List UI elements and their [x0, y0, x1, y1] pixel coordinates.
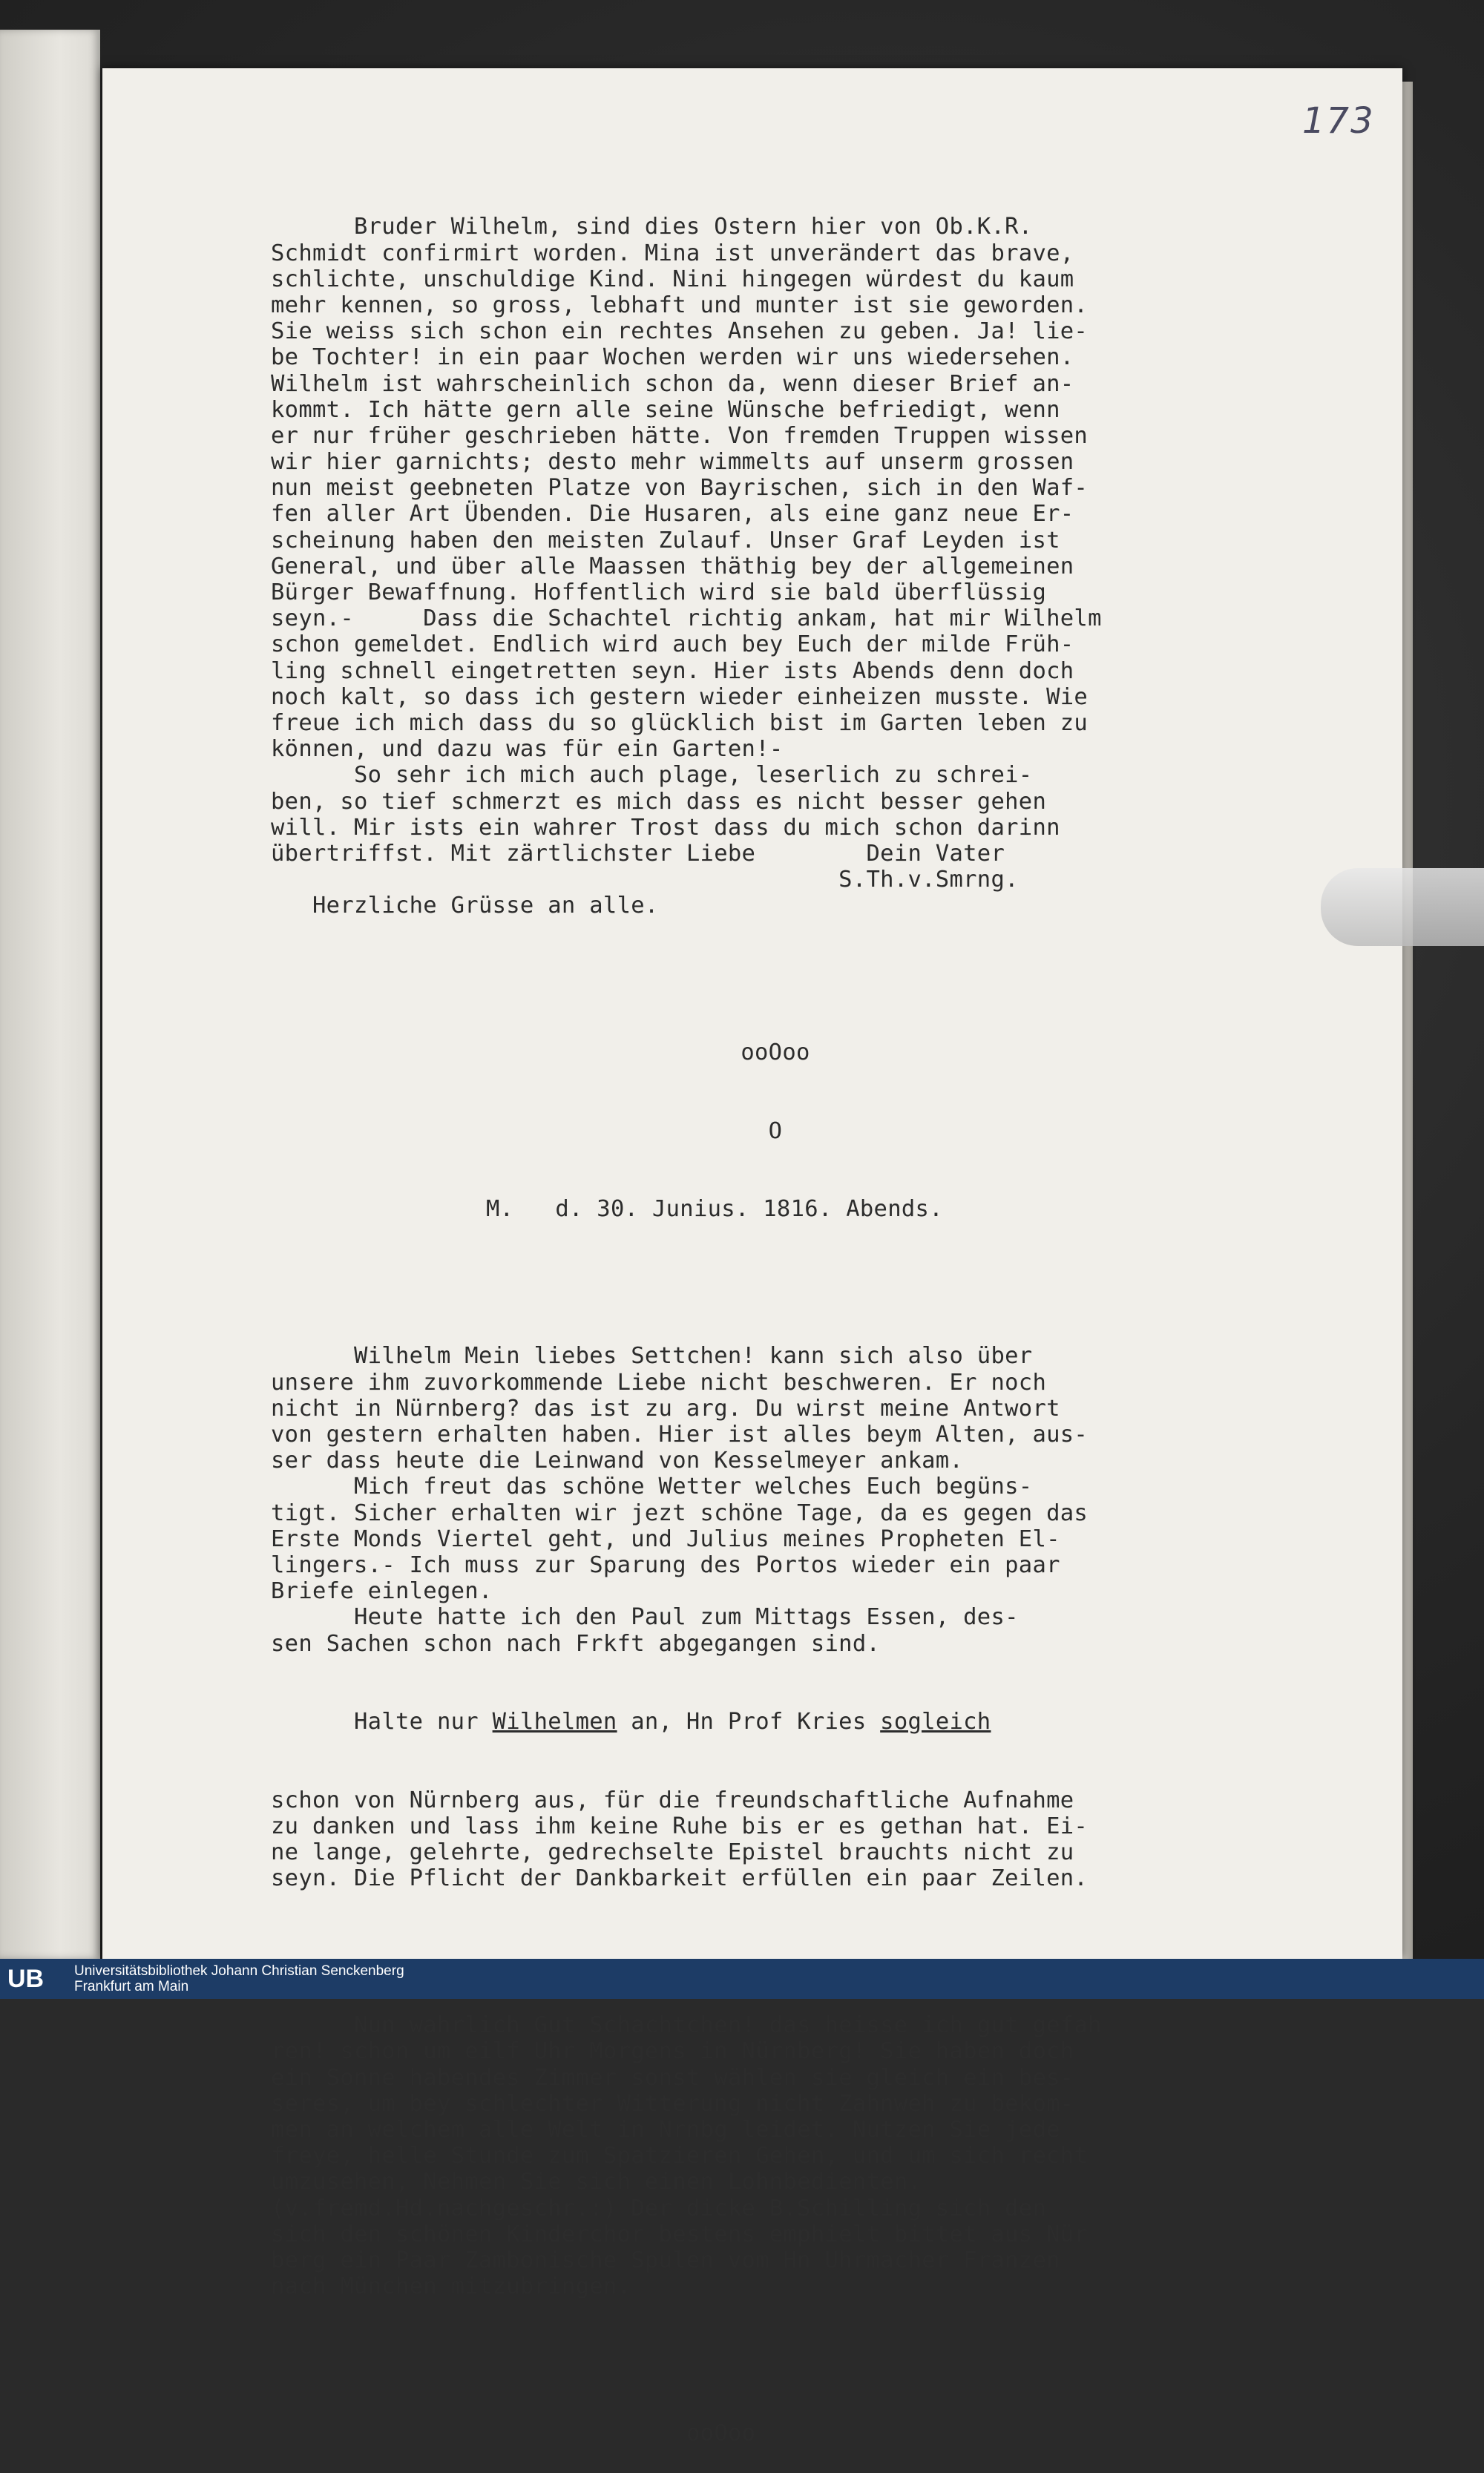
text-line: können, und dazu was für ein Garten!-: [271, 736, 784, 763]
text-line: kommt. Ich hätte gern alle seine Wünsche befriedigt, wenn: [271, 396, 1060, 423]
text-line: er nur früher geschrieben hätte. Von fremden Truppen wissen: [271, 422, 1089, 449]
text-line: freye, helle Stunde zum Spatzieren Gehen, und um sich recht: [271, 2143, 1089, 2170]
previous-page-edge: [0, 30, 100, 1959]
text-line: ben, so tief schmerzt es mich dass es nicht besser gehen: [271, 788, 1047, 815]
text-line: wir hier garnichts; desto mehr wimmelts auf unserm grossen: [271, 449, 1074, 476]
text-line: schon von Nürnberg aus, für die freundschaftliche Aufnahme: [271, 1787, 1074, 1813]
text-line: noch kalt, so dass ich gestern wieder einheizen musste. Wie: [271, 683, 1089, 710]
text-line: Schmidt confirmirt worden. Mina ist unverändert das brave,: [271, 240, 1074, 266]
text-line: Briefe einlegen.: [271, 1578, 493, 1605]
text-line: ling schnell eingetretten seyn. Hier ists Abends denn doch: [271, 657, 1074, 684]
text-line: fen aller Art Übenden. Die Husaren, als eine ganz neue Er-: [271, 501, 1074, 528]
text-line: seyn. Die Pflicht der Dankbarkeit erfüllen ein paar Zeilen.: [271, 1865, 1089, 1892]
text-line: will. Mir ists ein wahrer Trost dass du mich schon darinn: [271, 814, 1060, 841]
letter-block-2: [271, 1343, 1280, 1656]
divider-mid: O: [768, 1117, 783, 1144]
text-line: nach München mitzubringen.: [271, 2273, 631, 2300]
letter-block-1: [271, 214, 1280, 919]
letter-text: [271, 162, 1280, 2473]
bookmark-tab: [1321, 868, 1484, 946]
text-line: seres, um bey schlechter Witterung nicht Zahnweh zu bekom-: [271, 2090, 1074, 2117]
text-line: von gestern erhalten haben. Hier ist alles beym Alten, aus-: [271, 1422, 1089, 1448]
text-line: Wilhelm Mein liebes Settchen! kann sich also über: [271, 1343, 1033, 1370]
text-line: Nun wahrlich Gut Schachtchen! das heisse ich gut gefah: [271, 2012, 1102, 2039]
text-line: tigt. Sicher erhalten wir jezt schöne Tage, da es gegen das: [271, 1500, 1089, 1526]
text-line: Herzliche Grüsse an alle.: [271, 893, 659, 919]
page-stack-edge: [1402, 82, 1413, 1959]
letter-block-4: [271, 2012, 1280, 2299]
ub-logo: UB: [7, 1965, 45, 1993]
text-line: mehr kennen, so gross, lebhaft und munter ist sie geworden.: [271, 292, 1089, 318]
text-line: Erste Monds Viertel geht, und Julius meines Propheten El-: [271, 1525, 1060, 1552]
library-name: Universitätsbibliothek Johann Christian Senckenberg Frankfurt am Main: [74, 1963, 404, 1994]
halte-line: Halte nur Wilhelmen an, Hn Prof Kries sogleich: [271, 1709, 991, 1735]
text-line: schlichte, unschuldige Kind. Nini hingegen würdest du kaum: [271, 266, 1074, 292]
text-line: Heute hatte ich den Paul zum Mittags Essen, des-: [271, 1604, 1019, 1631]
text-line: scheinung haben den meisten Zulauf. Unser Graf Leyden ist: [271, 527, 1060, 554]
text-line: Wilhelm ist wahrscheinlich schon da, wenn dieser Brief an-: [271, 370, 1074, 397]
underlined-wilhelmen: Wilhelmen: [492, 1709, 617, 1735]
text-line: ein Sonne habendes Zimmer sonst wählen sie gleich ein bes-: [271, 2064, 1074, 2091]
divider-top: ooOoo: [741, 1040, 810, 1066]
dateline: M. d. 30. Junius. 1816. Abends.: [486, 1196, 943, 1223]
text-line: übertriffst. Mit zärtlichster Liebe Dein Vater: [271, 840, 1005, 867]
text-line: freue ich mich dass du so glücklich bist im Garten leben zu: [271, 709, 1089, 736]
text-line: nicht in Nürnberg? das ist zu arg. Du wirst meine Antwort: [271, 1395, 1060, 1422]
text-line: schon gemeldet. Endlich wird auch bey Euch der milde Früh-: [271, 631, 1074, 658]
library-footer: [0, 1959, 1484, 1999]
text-line: (v.fremd.Hd.nachgeschr.:) Der dicke B.Schilling sich den: [271, 2195, 1047, 2221]
text-line: zu danken und lass ihm keine Ruhe bis er es gethan hat. Ei-: [271, 1813, 1089, 1839]
folio-number: 173: [1302, 100, 1375, 142]
text-line: S.Th.v.Smrng.: [271, 867, 1019, 893]
text-line: be Tochter! in ein paar Wochen werden wir uns wiedersehen.: [271, 344, 1074, 371]
text-line: seyn.- Dass die Schachtel richtig ankam, hat mir Wilhelm: [271, 605, 1102, 632]
text-line: Bürger Bewaffnung. Hoffentlich wird sie bald überflüssig: [271, 579, 1047, 606]
text-line: General, und über alle Maassen thäthig bey der allgemeinen: [271, 553, 1074, 579]
text-line: unsere ihm zuvorkommende Liebe nicht beschweren. Er noch: [271, 1369, 1047, 1396]
text-line: ser dass heute die Leinwand von Kesselmeyer ankam.: [271, 1448, 964, 1474]
underlined-sogleich: sogleich: [880, 1709, 991, 1735]
text-line: sich den schönen Kinderchor bestens emphielt bittet aus Nür: [271, 2221, 1089, 2247]
text-line: sen Sachen schon nach Frkft abgegangen sind.: [271, 1630, 881, 1657]
text-line: Sie weiss sich schon ein rechtes Ansehen zu geben. Ja! lie-: [271, 318, 1089, 345]
text-line: nun meist geebneten Platze von Bayrischen, sich in den Waf-: [271, 475, 1089, 502]
text-line: lingers.- Ich muss zur Sparung des Portos wieder ein paar: [271, 1551, 1060, 1578]
end-mark: ooOoo: [686, 2420, 756, 2447]
text-line: men an welchem alle Welt in Nrnbg leidet. Nutzen Sie jede: [271, 2117, 1060, 2144]
text-line: Bruder Wilhelm, sind dies Ostern hier von Ob.K.R.: [271, 214, 1033, 240]
text-line: berg ein Paar Zambonische Spulen vom Hn Uhrmacher Franzen: [271, 2247, 1060, 2273]
text-line: ne lange, gelehrte, gedrechselte Epistel brauchts nicht zu: [271, 1839, 1074, 1866]
text-line: Mich freut das schöne Wetter welches Euch begüns-: [271, 1474, 1033, 1500]
text-line: umzusehen, Nehmen Sie sich einen Lohnbedienten.: [271, 2169, 922, 2196]
text-line: So sehr ich mich auch plage, leserlich zu schrei-: [271, 762, 1033, 789]
letter-block-3: [271, 1787, 1280, 1892]
text-line: ren! schon um eilf Uhr Morgens in Nürnberg! Sie haben doch: [271, 2038, 1074, 2065]
